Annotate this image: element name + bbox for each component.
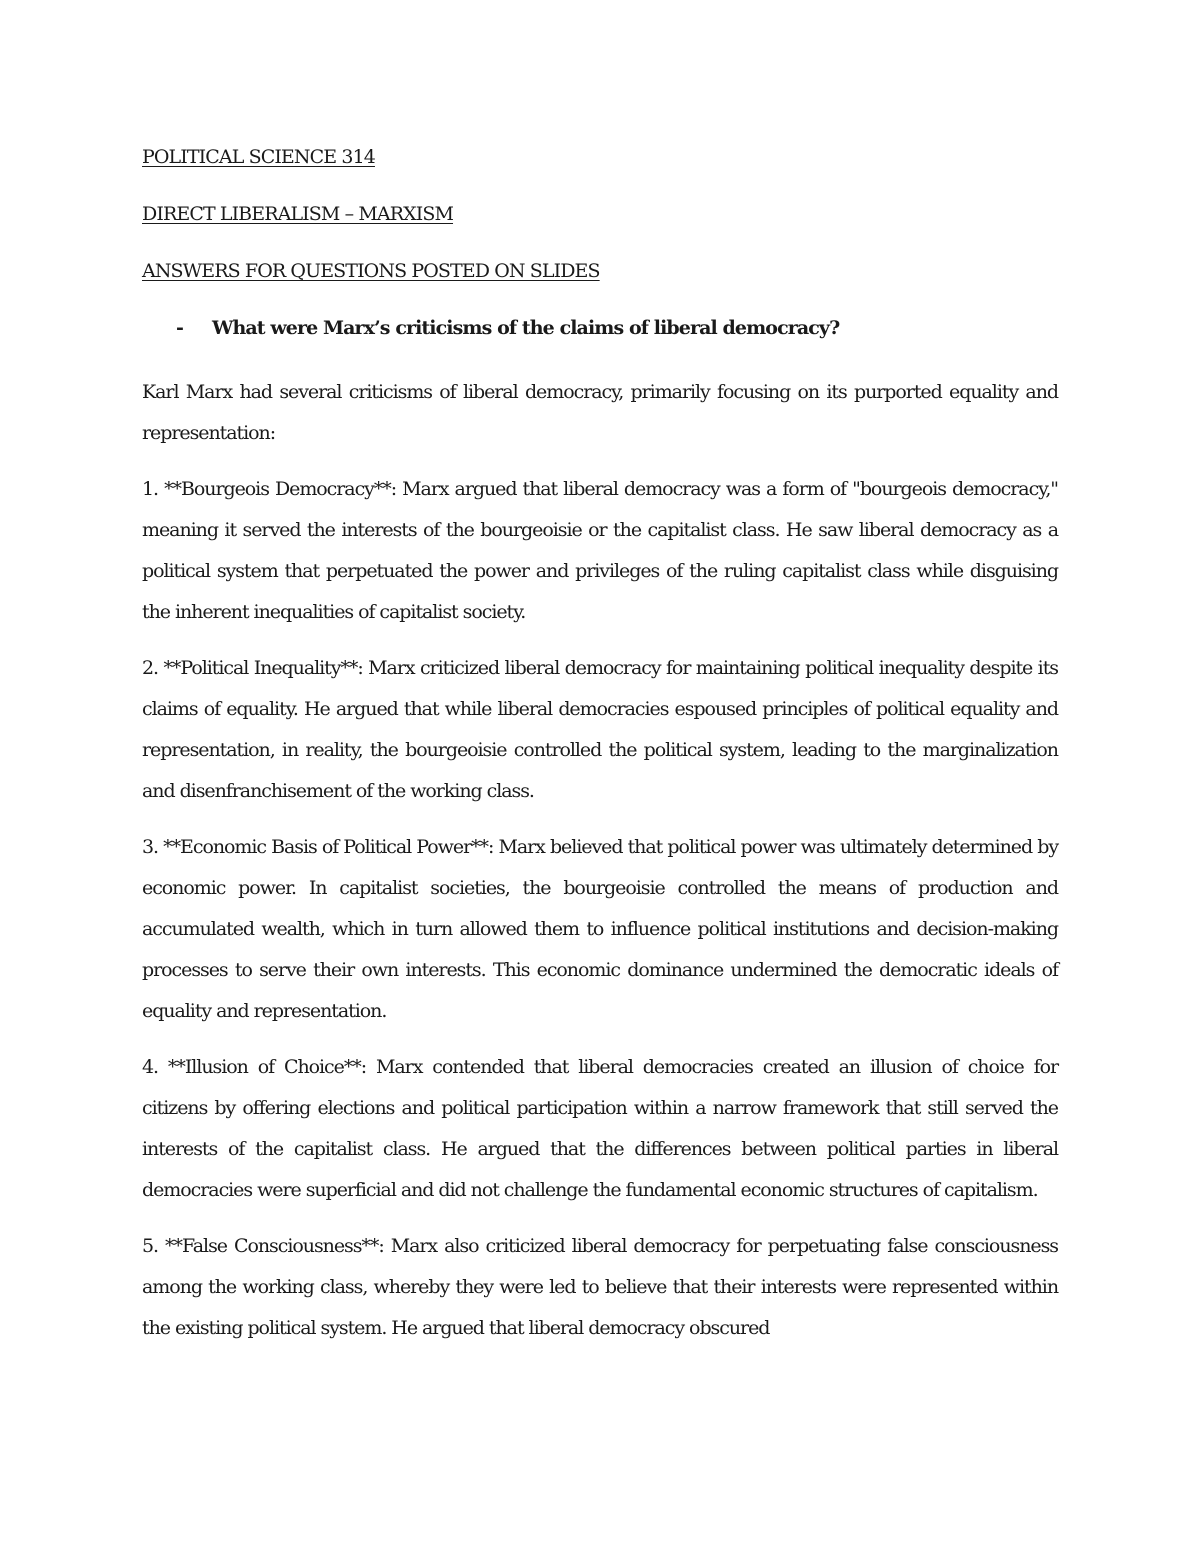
- topic-title: DIRECT LIBERALISM – MARXISM: [142, 203, 454, 225]
- point-political-inequality: 2. **Political Inequality**: Marx criticized liberal democracy for maintaining political inequality despite its claims of equality. He argued that while liberal democracies espoused principles of political equality and representation, in reality, the bourgeoisie controlled the political system, leading to the marginalization and disenfranchisement of the working class.: [142, 657, 1058, 802]
- point-bourgeois-democracy: 1. **Bourgeois Democracy**: Marx argued that liberal democracy was a form of "bourgeois democracy," meaning it served the interests of the bourgeoisie or the capitalist class. He saw liberal democracy as a political system that perpetuated the power and privileges of the ruling capitalist class while disguising the inherent inequalities of capitalist society.: [142, 478, 1058, 623]
- point-economic-basis: 3. **Economic Basis of Political Power**: Marx believed that political power was ultimately determined by economic power. In capitalist societies, the bourgeoisie controlled the means of production and accumulated wealth, which in turn allowed them to influence political institutions and decision-making processes to serve their own interests. This economic dominance undermined the democratic ideals of equality and representation.: [142, 836, 1058, 1022]
- course-title: POLITICAL SCIENCE 314: [142, 146, 375, 168]
- section-title: ANSWERS FOR QUESTIONS POSTED ON SLIDES: [142, 260, 600, 282]
- question-heading: [142, 314, 1058, 342]
- point-false-consciousness: 5. **False Consciousness**: Marx also criticized liberal democracy for perpetuating false consciousness among the working class, whereby they were led to believe that their interests were represented within the existing political system. He argued that liberal democracy obscured: [142, 1235, 1058, 1339]
- question-text: What were Marx’s criticisms of the claims of liberal democracy?: [212, 317, 840, 339]
- intro-paragraph: Karl Marx had several criticisms of liberal democracy, primarily focusing on its purported equality and representation:: [142, 381, 1058, 444]
- question-bullet: -: [176, 317, 183, 339]
- document-body: [142, 143, 1058, 1364]
- point-illusion-of-choice: 4. **Illusion of Choice**: Marx contended that liberal democracies created an illusion of choice for citizens by offering elections and political participation within a narrow framework that still served the interests of the capitalist class. He argued that the differences between political parties in liberal democracies were superficial and did not challenge the fundamental economic structures of capitalism.: [142, 1056, 1058, 1201]
